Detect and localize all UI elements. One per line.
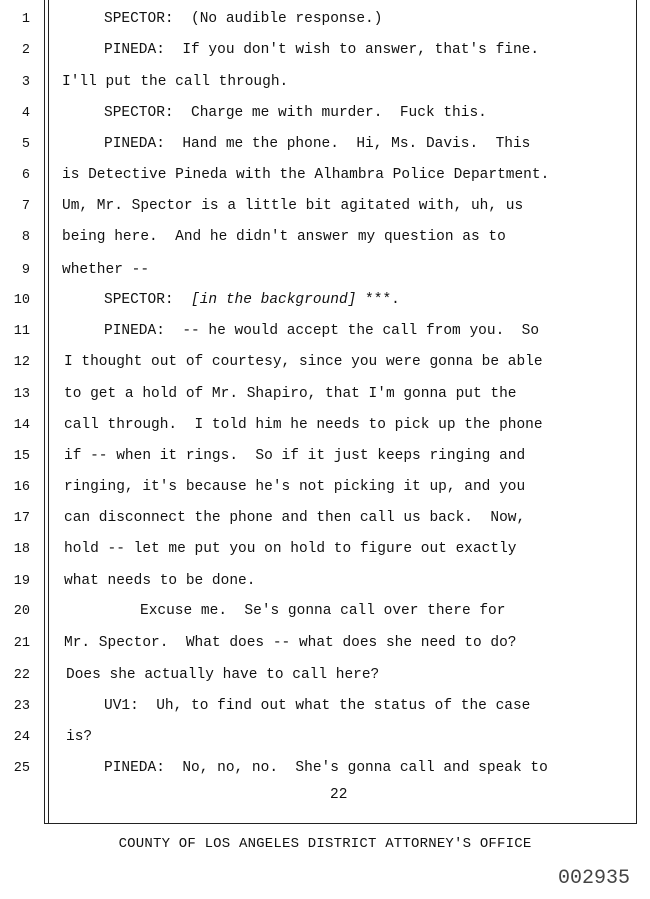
- transcript-line: ringing, it's because he's not picking it up, and you: [64, 479, 526, 495]
- line-number: 17: [13, 511, 30, 526]
- transcript-line: Does she actually have to call here?: [66, 667, 380, 683]
- left-margin-rule-inner: [48, 0, 49, 823]
- line-number: 16: [13, 480, 30, 495]
- transcript-line: is Detective Pineda with the Alhambra Police Department.: [62, 167, 550, 183]
- line-number: 12: [13, 355, 30, 370]
- inaudible-marker: ***.: [356, 292, 400, 308]
- transcript-line: PINEDA: Hand me the phone. Hi, Ms. Davis. This: [104, 136, 531, 152]
- transcript-line: to get a hold of Mr. Shapiro, that I'm gonna put the: [64, 386, 517, 402]
- line-number: 24: [13, 730, 30, 745]
- line-number: 21: [13, 636, 30, 651]
- transcript-line: [104, 292, 400, 308]
- transcript-line: I'll put the call through.: [62, 74, 289, 90]
- transcript-line: SPECTOR: Charge me with murder. Fuck this.: [104, 105, 487, 121]
- line-number: 25: [13, 761, 30, 776]
- transcript-line: Excuse me. Se's gonna call over there for: [140, 603, 506, 619]
- line-number: 7: [21, 199, 30, 214]
- transcript-line: being here. And he didn't answer my question as to: [62, 229, 506, 245]
- transcript-line: can disconnect the phone and then call us back. Now,: [64, 510, 526, 526]
- line-number: 15: [13, 449, 30, 464]
- line-number: 23: [13, 699, 30, 714]
- line-number: 11: [13, 324, 30, 339]
- transcript-line: Um, Mr. Spector is a little bit agitated with, uh, us: [62, 198, 524, 214]
- line-number: 8: [21, 230, 30, 245]
- line-number: 22: [13, 668, 30, 683]
- line-number: 3: [21, 75, 30, 90]
- transcript-line: UV1: Uh, to find out what the status of the case: [104, 698, 531, 714]
- transcript-line: Mr. Spector. What does -- what does she need to do?: [64, 635, 517, 651]
- line-number: 4: [21, 106, 30, 121]
- line-number: 18: [13, 542, 30, 557]
- transcript-line: I thought out of courtesy, since you were gonna be able: [64, 354, 543, 370]
- line-number: 2: [21, 43, 30, 58]
- line-number: 5: [21, 137, 30, 152]
- transcript-line: SPECTOR: (No audible response.): [104, 11, 383, 27]
- line-number: 13: [13, 387, 30, 402]
- transcript-line: hold -- let me put you on hold to figure out exactly: [64, 541, 517, 557]
- page-number: 22: [330, 787, 348, 803]
- transcript-line: if -- when it rings. So if it just keeps ringing and: [64, 448, 526, 464]
- transcript-line: PINEDA: If you don't wish to answer, that's fine.: [104, 42, 540, 58]
- transcript-line: is?: [66, 729, 93, 745]
- speaker-label: SPECTOR:: [104, 292, 192, 308]
- transcript-line: call through. I told him he needs to pick up the phone: [64, 417, 543, 433]
- transcript-line: PINEDA: No, no, no. She's gonna call and speak to: [104, 760, 548, 776]
- line-number: 10: [13, 293, 30, 308]
- line-number: 14: [13, 418, 30, 433]
- line-number: 6: [21, 168, 30, 183]
- bates-stamp: 002935: [558, 867, 631, 890]
- transcript-line: PINEDA: -- he would accept the call from you. So: [104, 323, 540, 339]
- line-number: 1: [21, 12, 30, 27]
- transcript-line: what needs to be done.: [64, 573, 256, 589]
- footer-office-name: COUNTY OF LOS ANGELES DISTRICT ATTORNEY'S OFFICE: [118, 836, 532, 852]
- left-margin-rule-outer: [44, 0, 45, 823]
- transcript-line: whether --: [62, 262, 150, 278]
- line-number: 19: [13, 574, 30, 589]
- line-number: 9: [21, 263, 30, 278]
- stage-direction: [in the background]: [191, 292, 357, 308]
- line-number: 20: [13, 604, 30, 619]
